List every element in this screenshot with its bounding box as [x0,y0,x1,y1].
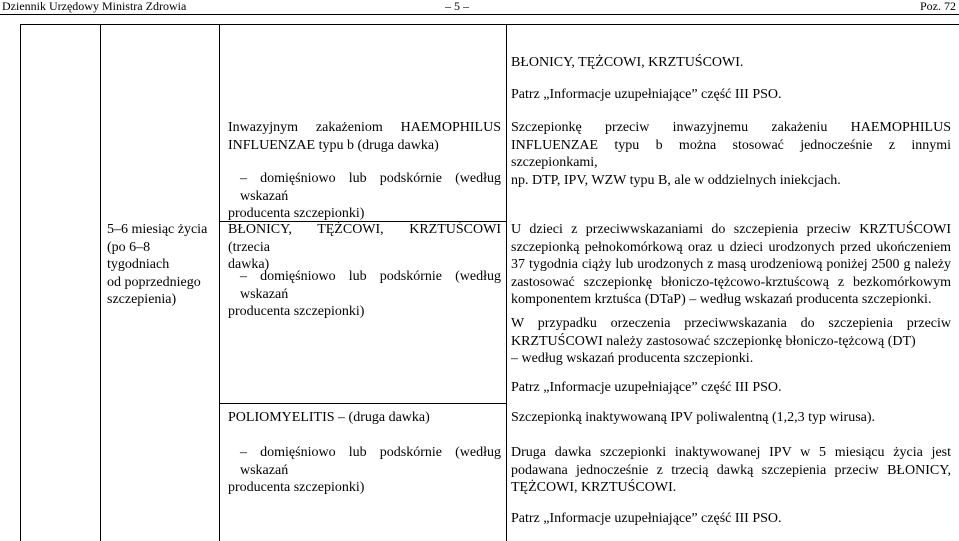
info-reference-2-text: Patrz „Informacje uzupełniające” część III PSO. [511,380,782,395]
info-reference-3 [511,510,951,528]
polio-notes-2 [511,444,951,497]
polio-notes-1 [511,409,951,427]
dtp-continuation [511,54,951,72]
dtp-route-cell [228,268,501,321]
dtp-vaccine-cell [228,221,501,274]
row-divider-2 [220,403,506,404]
dtp-vaccine-line-2: dawka) [228,257,270,272]
info-reference-1-text: Patrz „Informacje uzupełniające” część III PSO. [511,87,782,102]
vaccination-table [20,24,959,541]
dtp-vaccine-line-1: BŁONICY, TĘŻCOWI, KRZTUŚCOWI (trzecia [228,222,501,255]
hib-route-line-2: producenta szczepionki) [228,206,365,221]
hib-route-line-1: – domięśniowo lub podskórnie (według wskazań [240,171,501,204]
dtp-notes-1-line-3: 37 tygodnia ciąży lub urodzonych z masą urodzeniową poniżej 2500 g należy [511,257,951,272]
polio-notes-2-line-2: podawana jednocześnie z trzecią dawką szczepienia przeciw BŁONICY, [511,462,951,478]
polio-vaccine-cell [228,409,501,427]
info-reference-1 [511,86,951,104]
column-divider-3 [506,25,507,541]
column-divider-1 [100,25,101,541]
dtp-notes-1-line-5: komponentem krztuśca (DTaP) – według wskazań producenta szczepionki. [511,292,932,307]
info-reference-3-text: Patrz „Informacje uzupełniające” część III PSO. [511,511,782,526]
age-line-2: (po 6–8 tygodniach [107,239,170,272]
age-line-3: od poprzedniego [107,274,201,290]
position-number: Poz. 72 [920,0,956,13]
age-cell [107,221,215,309]
journal-title: Dziennik Urzędowy Ministra Zdrowia [2,0,187,13]
polio-notes-2-line-1: Druga dawka szczepionki inaktywowanej IPV w 5 miesiącu życia jest [511,445,951,460]
info-reference-2 [511,379,951,397]
dtp-notes-2 [511,315,951,368]
dtp-notes-1-line-2: szczepionką pełnokomórkową oraz u dzieci urodzonych przed ukończeniem [511,239,951,255]
hib-notes-line-1: Szczepionkę przeciw inwazyjnemu zakażeniu HAEMOPHILUS [511,120,951,135]
dtp-notes-1-line-1: U dzieci z przeciwwskazaniami do szczepienia przeciw KRZTUŚCOWI [511,222,951,237]
page-header [0,0,959,15]
polio-route-cell [228,444,501,497]
hib-notes [511,119,951,189]
dtp-notes-1 [511,221,951,309]
hib-vaccine-line-2: INFLUENZAE typu b (druga dawka) [228,137,439,153]
age-line-4: szczepienia) [107,292,177,307]
dtp-notes-2-line-2: KRZTUŚCOWI należy zastosować szczepionkę błoniczo-tężcową (DT) [511,333,916,349]
hib-notes-line-3: np. DTP, IPV, WZW typu B, ale w oddzielnych iniekcjach. [511,172,841,188]
polio-notes-1-text: Szczepionką inaktywowaną IPV poliwalentną (1,2,3 typ wirusa). [511,410,876,425]
hib-route-cell [228,170,501,223]
dtp-route-line-1: – domięśniowo lub podskórnie (według wskazań [240,269,501,302]
hib-vaccine-line-1: Inwazyjnym zakażeniom HAEMOPHILUS [228,120,501,135]
hib-notes-line-2: INFLUENZAE typu b można stosować jednocześnie z innymi szczepionkami, [511,137,951,170]
dtp-notes-2-line-3: – według wskazań producenta szczepionki. [511,351,754,366]
polio-vaccine-line: POLIOMYELITIS – (druga dawka) [228,410,430,425]
polio-route-line-2: producenta szczepionki) [228,480,365,495]
dtp-continuation-line: BŁONICY, TĘŻCOWI, KRZTUŚCOWI. [511,55,744,70]
column-divider-2 [219,25,220,541]
hib-vaccine-cell [228,119,501,154]
polio-route-line-1: – domięśniowo lub podskórnie (według wskazań [240,445,501,478]
page-number: – 5 – [445,0,469,13]
dtp-notes-1-line-4: zastosować szczepionkę błoniczo-tężcowo-krztuścową z bezkomórkowym [511,274,951,290]
polio-notes-2-line-3: TĘŻCOWI, KRZTUŚCOWI. [511,480,677,495]
age-line-1: 5–6 miesiąc życia [107,222,208,237]
dtp-notes-2-line-1: W przypadku orzeczenia przeciwwskazania do szczepienia przeciw [511,316,951,331]
dtp-route-line-2: producenta szczepionki) [228,304,365,319]
